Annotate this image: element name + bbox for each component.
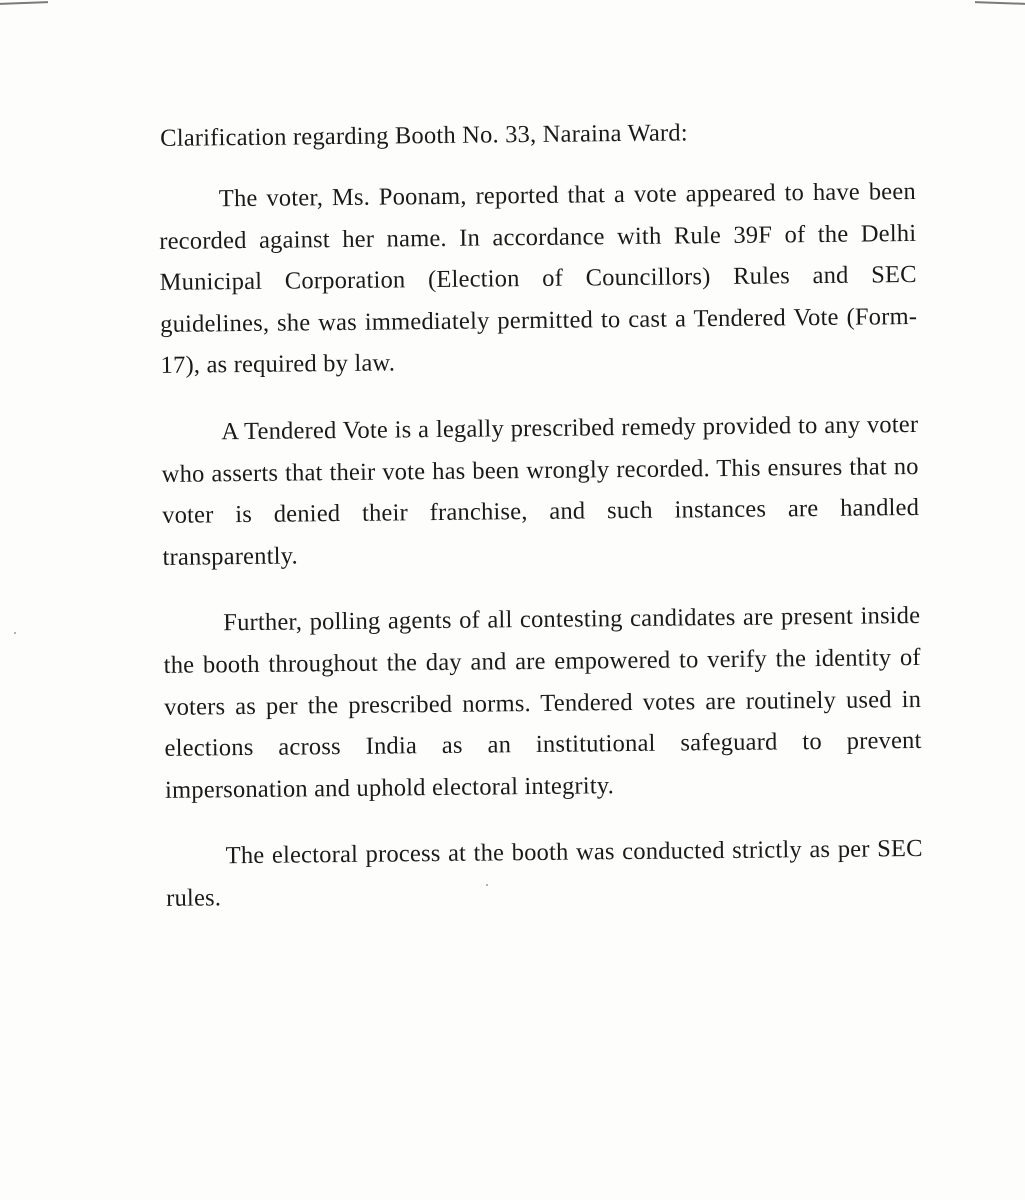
- paragraph-polling-agents: Further, polling agents of all contesting candidates are present inside the booth throughout the day and are empowered to verify the identity of voters as per the prescribed norms. Tendered votes are routinely used in elections across India as an institutional safeguard to prevent impersonation and uphold electoral integrity.: [163, 602, 922, 804]
- paragraph-conclusion: The electoral process at the booth was conducted strictly as per SEC rules.: [166, 835, 923, 912]
- document-heading: Clarification regarding Booth No. 33, Naraina Ward:: [160, 119, 688, 152]
- scan-speck: [14, 632, 16, 634]
- scan-edge-mark-right: [975, 1, 1025, 5]
- scan-edge-mark-left: [0, 1, 48, 5]
- document-body: [150, 110, 924, 944]
- paragraph-tendered-vote-definition: A Tendered Vote is a legally prescribed remedy provided to any voter who asserts that their vote has been wrongly recorded. This ensures that no voter is denied their franchise, and such instances are handled transparently.: [161, 410, 920, 571]
- paragraph-tendered-vote-report: The voter, Ms. Poonam, reported that a vote appeared to have been recorded against her name. In accordance with Rule 39F of the Delhi Municipal Corporation (Election of Councillors) Rules and SEC guidelines, she was immediately permitted to cast a Tendered Vote (Form-17), as required by law.: [159, 177, 918, 380]
